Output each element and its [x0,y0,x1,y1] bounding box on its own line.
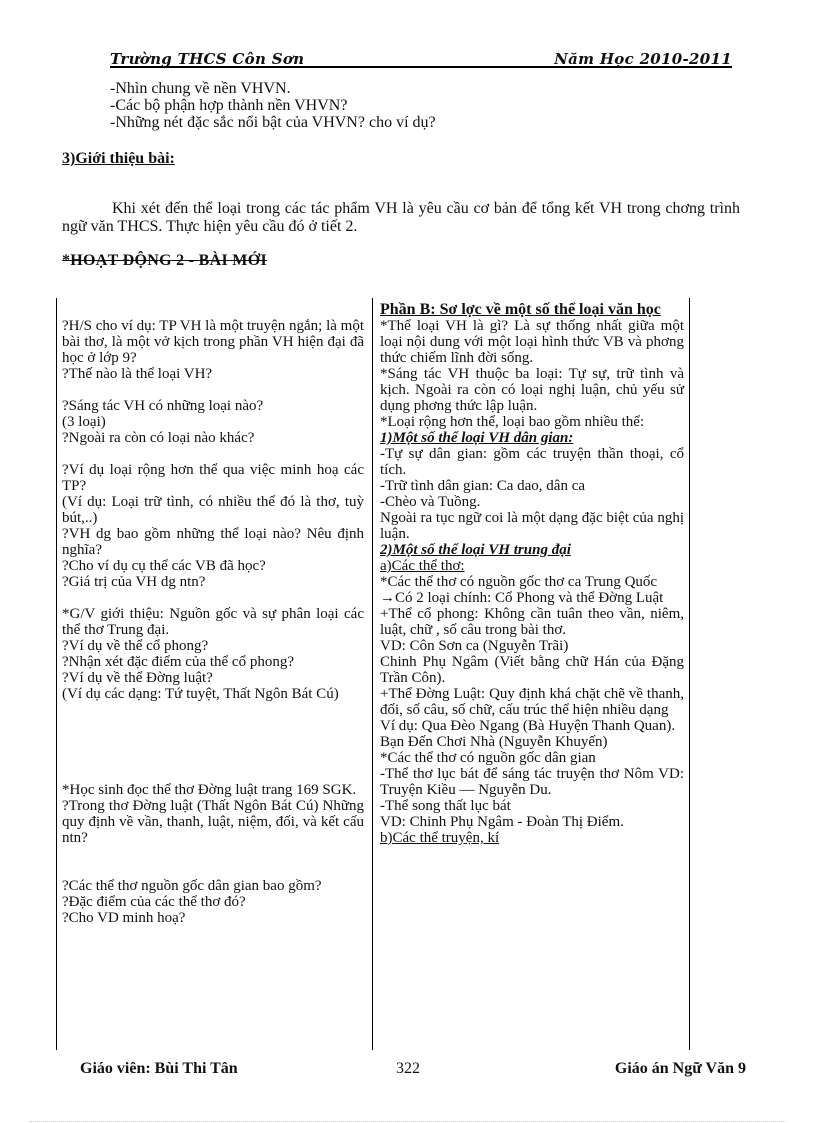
page-number: 322 [396,1060,420,1077]
content-line: →Có 2 loại chính: Cổ Phong và thể Đờng Luật [380,590,664,606]
question: ?Trong thơ Đờng luật (Thất Ngôn Bát Cú) Những quy định về vần, thanh, luật, niệm, đối, và kết cấu ntn? [62,798,364,846]
intro-line: -Nhìn chung về nền VHVN. [110,80,291,97]
part-b-title: Phần B: Sơ lợc về một số thể loại văn học [380,301,661,318]
content-line: +Thể cổ phong: Không cần tuân theo vần, niêm, luật, chữ , số câu trong bài thơ. [380,606,684,638]
content-line: *Các thể thơ có nguồn gốc thơ ca Trung Quốc [380,574,658,590]
content-line: -Thể song thất lục bát [380,798,511,814]
table-right-border [689,298,690,1050]
intro-line: -Những nét đặc sắc nổi bật của VHVN? cho ví dụ? [110,114,436,131]
table-middle-border [372,298,373,1050]
content-line: *Sáng tác VH thuộc ba loại: Tự sự, trữ tình và kịch. Ngoài ra còn có loại nghị luận, chủ yếu sử dụng phơng thức lập luận. [380,366,684,414]
content-line: b)Các thể truyện, kí [380,830,500,846]
footer-subject: Giáo án Ngữ Văn 9 [614,1060,746,1077]
content-line: -Tự sự dân gian: gồm các truyện thần thoại, cổ tích. [380,446,684,478]
question: ?Đặc điểm của các thể thơ đó? [62,894,246,910]
subheading-folk-genres: 1)Một số thể loại VH dân gian: [380,430,574,446]
question: ?VH dg bao gồm những thể loại nào? Nêu định nghĩa? [62,526,364,558]
question: ?Ví dụ loại rộng hơn thể qua việc minh hoạ các TP? [62,462,364,494]
note: (3 loại) [62,414,106,430]
question: ?Thế nào là thể loại VH? [62,366,213,382]
content-line: *Loại rộng hơn thể, loại bao gồm nhiều thể: [380,414,645,430]
intro-list [110,80,436,131]
question: ?Giá trị của VH dg ntn? [62,574,206,590]
content-line: Bạn Đến Chơi Nhà (Nguyễn Khuyến) [380,734,608,750]
content-line: Ngoài ra tục ngữ coi là một dạng đặc biệt của nghị luận. [380,510,684,542]
content-line: Chinh Phụ Ngâm (Viết bằng chữ Hán của Đặng Trần Côn). [380,654,684,686]
intro-line: -Các bộ phận hợp thành nền VHVN? [110,97,348,114]
question: ?Cho VD minh hoạ? [62,910,186,926]
content-line: VD: Côn Sơn ca (Nguyễn Trãi) [380,638,569,654]
note: (Ví dụ các dạng: Tứ tuyệt, Thất Ngôn Bát Cú) [62,686,339,702]
note: (Ví dụ: Loại trữ tình, có nhiều thể đó là thơ, tuỳ bút,..) [62,494,364,526]
content-line: Ví dụ: Qua Đèo Ngang (Bà Huyện Thanh Quan). [380,718,676,734]
school-year: Năm Học 2010-2011 [554,50,732,68]
content-line: -Trữ tình dân gian: Ca dao, dân ca [380,478,586,494]
content-line: +Thể Đờng Luật: Quy định khá chặt chẽ về thanh, đối, số câu, số chữ, cấu trúc thể hiện nhiều dạng [380,686,684,718]
table-left-border [56,298,57,1050]
content-column [380,301,684,846]
activity-title: *HOẠT ĐỘNG 2 - BÀI MỚI [62,252,267,269]
question: ?Ví dụ về thể Đờng luật? [62,670,213,686]
note: *Học sinh đọc thể thơ Đờng luật trang 169 SGK. [62,782,357,798]
question: ?Ngoài ra còn có loại nào khác? [62,430,255,446]
question: ?Sáng tác VH có những loại nào? [62,398,264,414]
content-line: -Chèo và Tuồng. [380,494,481,510]
content-line: *Các thể thơ có nguồn gốc dân gian [380,750,596,766]
content-line: -Thể thơ lục bát để sáng tác truyện thơ Nôm VD: Truyện Kiều — Nguyễn Du. [380,766,684,798]
content-line: VD: Chinh Phụ Ngâm - Đoàn Thị Điểm. [380,814,624,830]
question: ?Nhận xét đặc điểm của thể cổ phong? [62,654,294,670]
section-3-text-content: Khi xét đến thể loại trong các tác phẩm VH là yêu cầu cơ bản để tổng kết VH trong chơng trình ngữ văn THCS. Thực hiện yêu cầu đó ở tiết 2. [62,200,740,235]
section-3-text [62,200,740,236]
content-line: *Thể loại VH là gì? Là sự thống nhất giữa một loại nội dung với một loại hình thức VB và phơng thức chiếm lĩnh đời sống. [380,318,684,366]
question: ?Ví dụ về thể cổ phong? [62,638,209,654]
content-line: a)Các thể thơ: [380,558,465,574]
subheading-medieval-genres: 2)Một số thể loại VH trung đại [380,542,571,558]
teacher-student-column [62,318,364,926]
footer-teacher: Giáo viên: Bùi Thi Tân [80,1060,238,1077]
page-edge [30,1121,786,1122]
question: ?Cho ví dụ cụ thể các VB đã học? [62,558,266,574]
section-3-title: 3)Giới thiệu bài: [62,150,175,167]
question: ?H/S cho ví dụ: TP VH là một truyện ngắn; là một bài thơ, là một vở kịch trong phần VH hiện đại đã học ở lớp 9? [62,318,364,366]
school-name: Trường THCS Côn Sơn [110,50,305,68]
note: *G/V giới thiệu: Nguồn gốc và sự phân loại các thể thơ Trung đại. [62,606,364,638]
question: ?Các thể thơ nguồn gốc dân gian bao gồm? [62,878,322,894]
page-header [110,50,732,68]
